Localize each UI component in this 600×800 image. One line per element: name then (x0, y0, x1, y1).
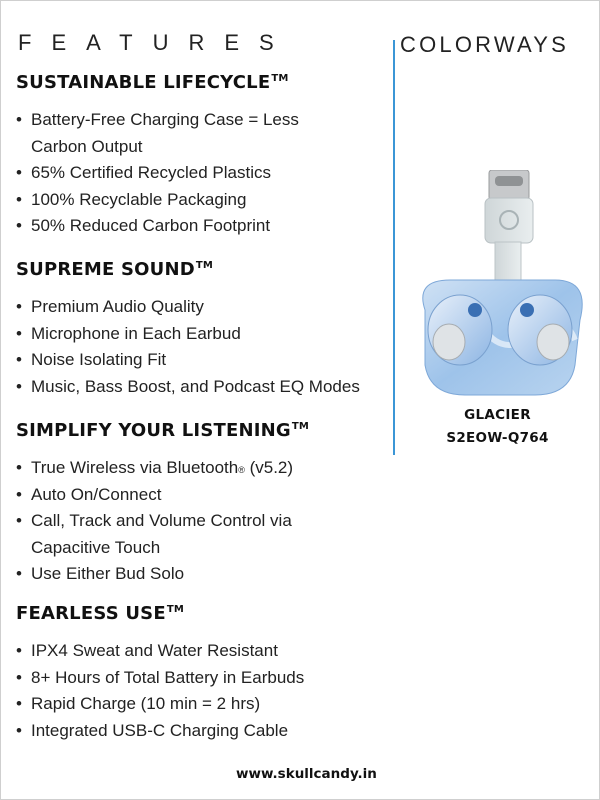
list-item: • 8+ Hours of Total Battery in Earbuds (16, 665, 406, 692)
list-item: • Premium Audio Quality (16, 294, 406, 321)
section-title: SUPREME SOUND™ (16, 259, 214, 280)
bullet-list (16, 294, 406, 400)
list-item: • Noise Isolating Fit (16, 347, 406, 374)
column-divider (393, 40, 395, 455)
registered-mark: ® (238, 465, 245, 475)
section-title: SIMPLIFY YOUR LISTENING™ (16, 420, 310, 441)
list-item: • Microphone in Each Earbud (16, 321, 406, 348)
website-url: www.skullcandy.in (236, 766, 377, 782)
list-item: • Integrated USB-C Charging Cable (16, 718, 406, 745)
earbuds-product-image (405, 170, 595, 405)
left-eartip (433, 324, 465, 360)
section-fearless-use (16, 603, 406, 744)
section-simplify-your-listening (16, 420, 406, 588)
left-skull-logo-icon (468, 303, 482, 317)
list-item: • 65% Certified Recycled Plastics (16, 160, 406, 187)
colorway-name: GLACIER (464, 407, 531, 423)
trademark-mark: TM (166, 604, 184, 615)
section-title: SUSTAINABLE LIFECYCLE™ (16, 72, 289, 93)
features-heading: FEATURES (18, 30, 294, 55)
list-item-bluetooth: • True Wireless via Bluetooth® (v5.2) (16, 455, 406, 482)
bullet-list (16, 638, 406, 744)
list-item: • 100% Recyclable Packaging (16, 187, 406, 214)
list-item: • Auto On/Connect (16, 482, 406, 509)
list-item: • Rapid Charge (10 min = 2 hrs) (16, 691, 406, 718)
colorway-sku: S2EOW-Q764 (446, 430, 549, 446)
section-supreme-sound (16, 259, 406, 400)
cable-housing (485, 198, 533, 243)
list-item: • IPX4 Sweat and Water Resistant (16, 638, 406, 665)
list-item: • 50% Reduced Carbon Footprint (16, 213, 406, 240)
usb-c-port-shape (495, 176, 523, 186)
section-title: FEARLESS USE™ (16, 603, 184, 624)
list-item: • Call, Track and Volume Control via Capacitive Touch (16, 508, 331, 561)
trademark-mark: TM (291, 421, 310, 432)
list-item: • Music, Bass Boost, and Podcast EQ Modes (16, 374, 406, 401)
bullet-list (16, 455, 406, 588)
bullet-list (16, 107, 406, 240)
trademark-mark: TM (195, 260, 214, 271)
colorways-heading: COLORWAYS (400, 32, 569, 57)
list-item: • Use Either Bud Solo (16, 561, 406, 588)
section-sustainable-lifecycle (16, 72, 406, 240)
trademark-mark: TM (271, 73, 289, 84)
list-item: • Battery-Free Charging Case = Less Carbon Output (16, 107, 301, 160)
right-skull-logo-icon (520, 303, 534, 317)
right-eartip (537, 324, 569, 360)
